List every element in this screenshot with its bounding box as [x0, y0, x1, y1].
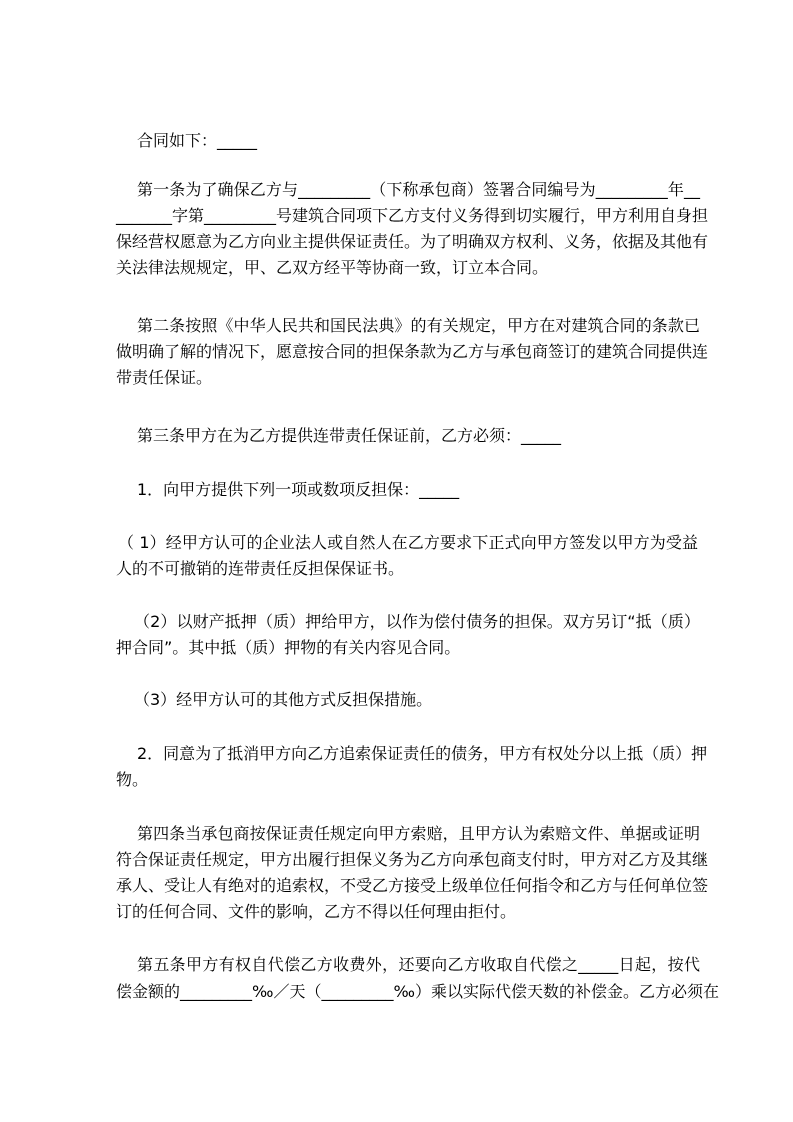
paragraph-line: 带责任保证。	[116, 368, 213, 387]
paragraph-line: _______字第_________号建筑合同项下乙方支付义务得到切实履行，甲方利用自身担	[116, 206, 709, 225]
paragraph-line: 关法律法规规定，甲、乙双方经平等协商一致，订立本合同。	[116, 258, 549, 277]
paragraph-line: 第五条甲方有权自代偿乙方收费外，还要向乙方收取自代偿之_____日起，按代	[137, 955, 700, 974]
paragraph-line: 第三条甲方在为乙方提供连带责任保证前，乙方必须：_____	[137, 426, 562, 445]
paragraph-line: 偿金额的_________‰／天（_________‰）乘以实际代偿天数的补偿金。乙方必须在	[116, 982, 719, 1001]
paragraph-line: 符合保证责任规定，甲方出履行担保义务为乙方向承包商支付时，甲方对乙方及其继	[116, 850, 709, 869]
paragraph-line: 第二条按照《中华人民共和国民法典》的有关规定，甲方在对建筑合同的条款已	[137, 316, 700, 335]
paragraph-line: 1．向甲方提供下列一项或数项反担保：_____	[137, 480, 460, 499]
paragraph-line: 物。	[116, 770, 149, 789]
paragraph-line: 2．同意为了抵消甲方向乙方追索保证责任的债务，甲方有权处分以上抵（质）押	[137, 744, 708, 763]
paragraph-line: 合同如下：_____	[137, 131, 258, 150]
paragraph-line: 押合同”。其中抵（质）押物的有关内容见合同。	[116, 638, 461, 657]
paragraph-line: （2）以财产抵押（质）押给甲方，以作为偿付债务的担保。双方另订“抵（质）	[134, 612, 700, 631]
paragraph-line: 订的任何合同、文件的影响，乙方不得以任何理由拒付。	[116, 902, 517, 921]
paragraph-line: （3）经甲方认可的其他方式反担保措施。	[134, 690, 433, 709]
paragraph-line: 做明确了解的情况下，愿意按合同的担保条款为乙方与承包商签订的建筑合同提供连	[116, 342, 709, 361]
paragraph-line: 第一条为了确保乙方与_________（下称承包商）签署合同编号为_________年__	[137, 180, 700, 199]
paragraph-line: 人的不可撤销的连带责任反担保保证书。	[116, 559, 405, 578]
paragraph-line: （ 1）经甲方认可的企业法人或自然人在乙方要求下正式向甲方签发以甲方为受益	[118, 533, 698, 552]
paragraph-line: 保经营权愿意为乙方向业主提供保证责任。为了明确双方权利、义务，依据及其他有	[116, 232, 709, 251]
paragraph-line: 第四条当承包商按保证责任规定向甲方索赔，且甲方认为索赔文件、单据或证明	[137, 824, 700, 843]
paragraph-line: 承人、受让人有绝对的追索权，不受乙方接受上级单位任何指令和乙方与任何单位签	[116, 876, 709, 895]
